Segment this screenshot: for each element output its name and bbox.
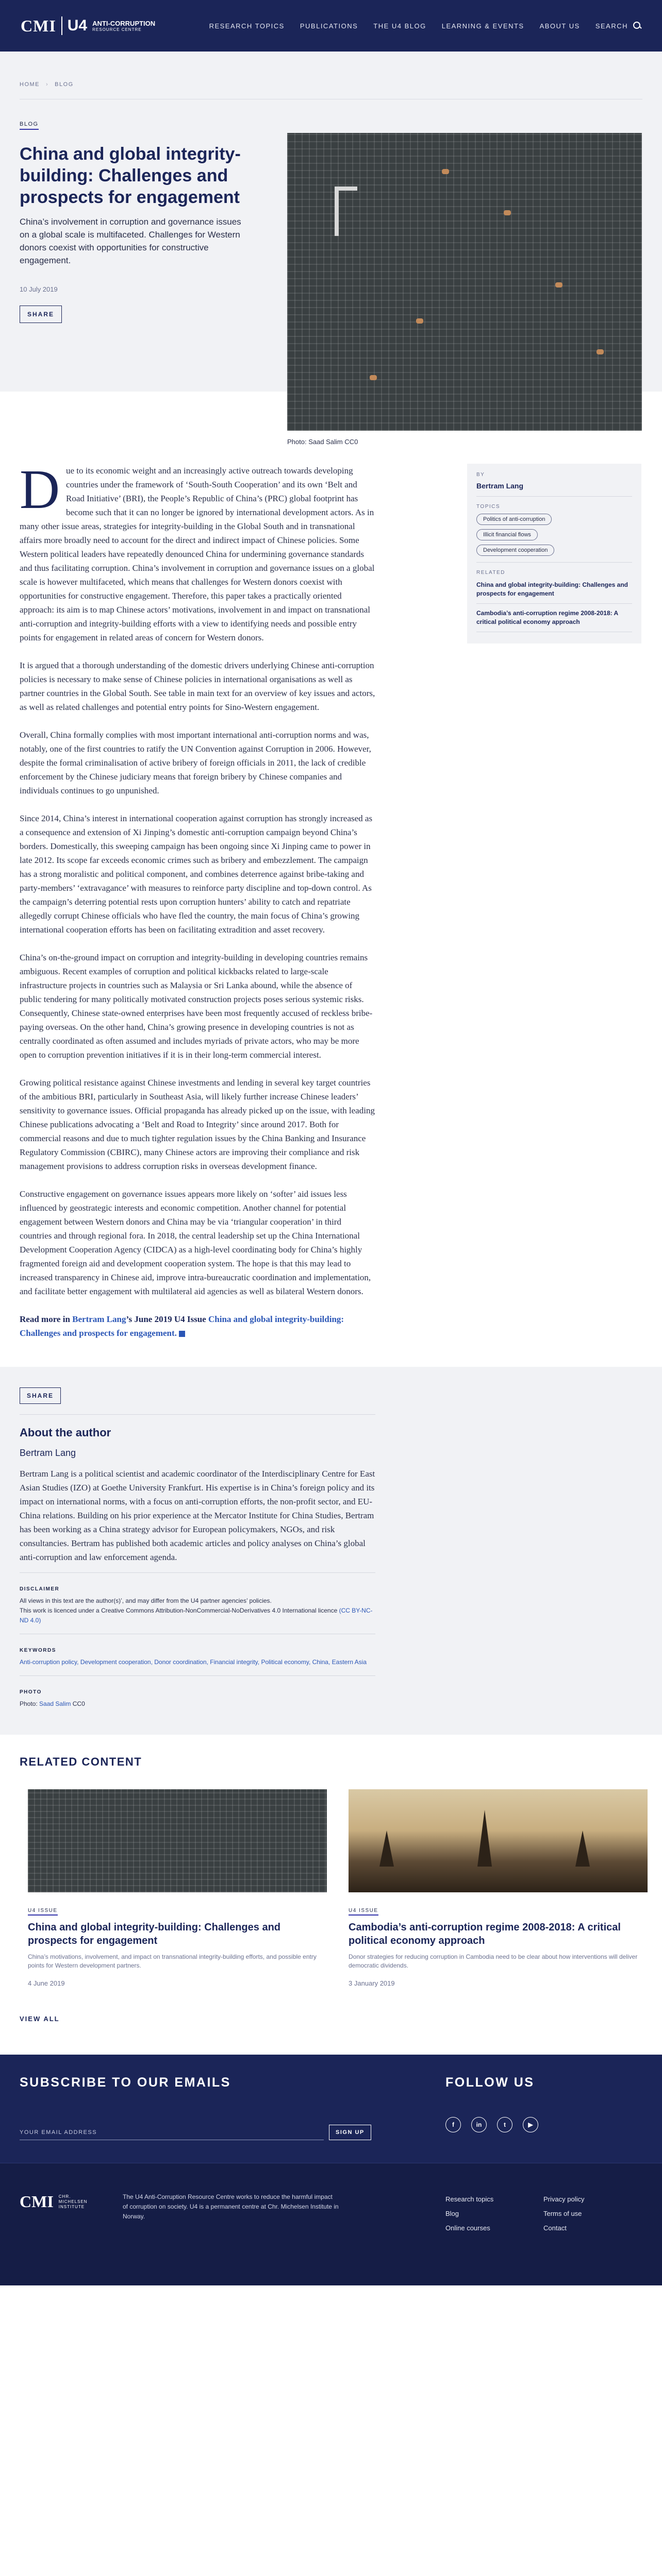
- card-title: Cambodia’s anti-corruption regime 2008-2018: A critical political economy approach: [349, 1922, 621, 1946]
- drop-cap: D: [20, 459, 60, 520]
- section-divider: [20, 1572, 375, 1573]
- footer-links-secondary: [543, 2192, 584, 2235]
- topic-pill[interactable]: Politics of anti-corruption: [476, 514, 552, 525]
- sidebar-divider: [476, 496, 632, 497]
- share-button[interactable]: SHARE: [20, 306, 62, 323]
- related-label: RELATED: [476, 570, 505, 575]
- topic-pill[interactable]: Development cooperation: [476, 545, 554, 556]
- hero-section: [0, 52, 662, 446]
- logo-cmi: CMI: [21, 16, 56, 35]
- footer-link[interactable]: Online courses: [445, 2224, 490, 2232]
- photo-figure: [442, 169, 449, 174]
- twitter-icon[interactable]: t: [497, 2117, 512, 2132]
- card-title: China and global integrity-building: Challenges and prospects for engagement: [28, 1922, 281, 1946]
- institute-line: MICHELSEN: [58, 2199, 88, 2204]
- logo-text: [92, 20, 155, 32]
- topics-label: TOPICS: [476, 504, 501, 510]
- author-bio: Bertram Lang is a political scientist and academic coordinator of the Interdisciplinary Centre for East Asian Studies (IZO) at Goethe University Frankfurt. His expertise is in China’s foreign policy and its impact on international norms, with a focus on anti-corruption efforts, the non-profit sector, and EU-China relations. Building on his prior experience at the Mercator Institute for China Studies, Bertram has been working as a China strategy advisor for European policymakers, NGOs, and risk consultancies. Bertram has published both academic articles and policy analyses on China’s global anti-corruption and law enforcement agenda.: [20, 1469, 375, 1562]
- section-divider: [20, 1414, 375, 1415]
- article-footer-section: [0, 1367, 662, 1735]
- linkedin-icon[interactable]: in: [471, 2117, 487, 2132]
- related-card[interactable]: [20, 1789, 327, 1987]
- related-cards: [20, 1789, 642, 1987]
- hero-photo: [287, 133, 642, 431]
- breadcrumb-separator: ›: [46, 81, 49, 88]
- card-date: 3 January 2019: [349, 1979, 395, 1987]
- site-footer: [0, 2163, 662, 2285]
- card-description: Donor strategies for reducing corruption in Cambodia need to be clear about how interventions will deliver democratic dividends.: [349, 1953, 638, 1969]
- photo-license: CC0: [71, 1700, 85, 1707]
- article-paragraph: Growing political resistance against Chinese investments and lending in several key target countries of the ambitious BRI, particularly in Southeast Asia, will likely further increase Chinese leaders’ sensitivity to governance issues. Official propaganda has already picked up on the issue, with leading Chinese publications advocating a ‘Belt and Road to Integrity’ since around 2017. Both for commercial reasons and due to much tighter regulation issues by the China Banking and Insurance Regulatory Commission (CBIRC), many Chinese actors are improving their compliance and risk management provisions to address corruption risks in overseas development finance.: [20, 1078, 375, 1171]
- photo-label: PHOTO: [20, 1689, 42, 1695]
- share-button[interactable]: SHARE: [20, 1387, 61, 1404]
- search-icon: [633, 22, 641, 30]
- card-image: [28, 1789, 327, 1892]
- view-all-link[interactable]: VIEW ALL: [20, 2015, 60, 2023]
- photo-figure: [504, 210, 511, 215]
- article-paragraph: Overall, China formally complies with most important international anti-corruption norms and was, notably, one of the first countries to ratify the UN Convention against Corruption in 2006. However, despite the formal criminalisation of active bribery of foreign officials in 2011, the lack of credible enforcement by the Chinese judiciary means that foreign bribery by Chinese companies and individuals continues to go unpunished.: [20, 730, 371, 795]
- photo-credit: Photo: Saad Salim CC0: [287, 438, 358, 446]
- read-more-mid: ’s June 2019 U4 Issue: [126, 1314, 208, 1324]
- footer-description: The U4 Anti-Corruption Resource Centre works to reduce the harmful impact of corruption on society. U4 is a permanent centre at Chr. Michelsen Institute in Norway.: [123, 2193, 339, 2220]
- social-links: [445, 2117, 538, 2132]
- card-tag: U4 ISSUE: [349, 1908, 378, 1916]
- logo-u4: U4: [67, 17, 88, 34]
- sidebar-related-link[interactable]: China and global integrity-building: Challenges and prospects for engagement: [476, 581, 632, 604]
- photo-prefix: Photo:: [20, 1700, 40, 1707]
- subscribe-heading: SUBSCRIBE TO OUR EMAILS: [20, 2075, 231, 2090]
- photo-figure: [416, 318, 423, 324]
- paragraph-text: ue to its economic weight and an increasingly active outreach towards developing countries under the framework of ‘South-South Cooperation’ and its own ‘Belt and Road Initiative’ (BRI), the People’s Republic of China’s (PRC) global footprint has become such that it can no longer be ignored by international development actors. As in many other issue areas, strategies for integrity-building in the Global South and in transnational affairs more broadly need to account for the direct and indirect impact of Chinese policies. Some Western political leaders have repeatedly denounced China for undermining governance standards and thus facilitating corruption. China’s involvement in corruption and governance issues on a global scale is however multifaceted, which means that challenges for Western donors coexist with opportunities for constructive engagement. Therefore, this paper takes a practically oriented approach: its aim is to map Chinese actors’ motivations, involvement in and impact on transnational anti-corruption and integrity-building efforts with a view to identifying needs and possible entry points for engagement in related areas of concern for Western donors.: [20, 466, 375, 642]
- footer-logo-text: CMI: [20, 2192, 54, 2211]
- read-more: [20, 1312, 375, 1340]
- disclaimer-text: [20, 1596, 375, 1625]
- nav-learning-events[interactable]: LEARNING & EVENTS: [441, 22, 524, 30]
- topic-pill[interactable]: Illicit financial flows: [476, 529, 538, 540]
- follow-us: [445, 2075, 538, 2132]
- photo-figure: [370, 375, 377, 380]
- keyword-links[interactable]: Anti-corruption policy, Development cooperation, Donor coordination, Financial integrity, Political economy, China, Eastern Asia: [20, 1658, 367, 1666]
- license-line: [20, 1606, 375, 1625]
- search-label: SEARCH: [595, 22, 628, 30]
- article-body: [20, 459, 375, 1340]
- logo-sub: RESOURCE CENTRE: [92, 27, 142, 32]
- nav-research-topics[interactable]: RESEARCH TOPICS: [209, 22, 285, 30]
- image-silhouette: [477, 1810, 492, 1867]
- breadcrumb-home[interactable]: HOME: [20, 81, 40, 88]
- page-lead: China’s involvement in corruption and governance issues on a global scale is multifaceted. Challenges for Western donors coexist with opportunities for constructive engagement.: [20, 217, 241, 265]
- by-label: BY: [476, 472, 485, 478]
- photo-figure: [555, 282, 562, 287]
- article-paragraph: Constructive engagement on governance issues appears more likely on ‘softer’ aid issues less influenced by geostrategic interests and economic competition. Another channel for potential engagement between Western donors and China may be via ‘triangular cooperation’ in third countries and through regional fora. In 2018, the central leadership set up the China International Development Cooperation Agency (CIDCA) as a high-level coordinating body for China’s highly fragmented foreign aid and development cooperation system. The hope is that this may lead to increased transparency in Chinese aid, improve intra-bureaucratic coordination and implementation, and facilitate better engagement with multilateral aid agencies as well as bilateral Western donors.: [20, 1189, 371, 1296]
- page-title: China and global integrity-building: Challenges and prospects for engagement: [20, 144, 241, 207]
- related-card[interactable]: [340, 1789, 648, 1987]
- footer-link[interactable]: Research topics: [445, 2195, 494, 2203]
- article-sidebar: [467, 464, 641, 643]
- subscribe-form: [20, 2125, 371, 2140]
- related-content-section: [0, 1735, 662, 2055]
- photographer-link[interactable]: Saad Salim: [39, 1700, 71, 1707]
- sidebar-author-link[interactable]: Bertram Lang: [476, 482, 524, 490]
- subscribe-section: [0, 2055, 662, 2163]
- footer-link[interactable]: Blog: [445, 2210, 459, 2217]
- author-name: Bertram Lang: [20, 1448, 76, 1458]
- disclaimer-line: All views in this text are the author(s)’, and may differ from the U4 partner agencies’ policies.: [20, 1597, 272, 1604]
- related-content-heading: RELATED CONTENT: [20, 1755, 142, 1768]
- end-mark-icon: [179, 1331, 185, 1337]
- footer-institute-name: [59, 2194, 88, 2210]
- email-field[interactable]: [20, 2125, 324, 2140]
- article-paragraph: [20, 459, 375, 645]
- image-silhouette: [379, 1831, 394, 1867]
- article-paragraph: It is argued that a thorough understanding of the domestic drivers underlying Chinese anti-corruption policies is necessary to make sense of Chinese policies in international organisations as well as partner countries in the Global South. See table in main text for an overview of key issues and actors, as well as related challenges and potential entry points for Sino-Western engagement.: [20, 660, 375, 712]
- nav-about-us[interactable]: ABOUT US: [539, 22, 580, 30]
- article-paragraph: China’s on-the-ground impact on corruption and integrity-building in developing countries remains ambiguous. Recent examples of corruption and political kickbacks related to large-scale infrastructure projects in countries such as Malaysia or Sri Lanka abound, while the absence of public tendering for many politically motivated construction projects poses serious systemic risks. Consequently, Chinese state-owned enterprises have been most frequently accused of reckless bribe-paying overseas. On the other hand, China’s growing presence in developing countries is not as centrally coordinated as often assumed and includes myriads of private actors, who may be more open to corruption prevention initiatives if it is in their long-term commercial interest.: [20, 953, 373, 1060]
- institute-line: INSTITUTE: [58, 2204, 85, 2209]
- read-more-prefix: Read more in: [20, 1314, 73, 1324]
- nav-u4-blog[interactable]: THE U4 BLOG: [373, 22, 426, 30]
- signup-button[interactable]: SIGN UP: [329, 2125, 371, 2140]
- top-navigation-bar: [0, 0, 662, 52]
- card-description: China’s motivations, involvement, and impact on transnational integrity-building efforts, and possible entry points for Western development partners.: [28, 1953, 317, 1969]
- keywords-text: [20, 1657, 375, 1667]
- u4-logo[interactable]: [21, 16, 155, 36]
- footer-links-primary: [445, 2192, 493, 2235]
- cmi-logo[interactable]: [20, 2192, 87, 2211]
- license-text: This work is licenced under a Creative Commons Attribution-NonCommercial-NoDerivatives 4.0 International licence: [20, 1607, 339, 1614]
- article-section: [0, 459, 662, 1340]
- institute-line: CHR.: [58, 2194, 71, 2199]
- youtube-icon[interactable]: ▶: [523, 2117, 538, 2132]
- breadcrumb: [20, 81, 642, 88]
- photo-structure: [335, 187, 357, 236]
- article-paragraph: Since 2014, China’s interest in international cooperation against corruption has strongly increased as a consequence and extension of Xi Jinping’s domestic anti-corruption campaign beyond China’s borders. Domestically, this sweeping campaign has been ongoing since Xi Jinping came to power in late 2012. Its scope far exceeds economic crimes such as bribery and embezzlement. The campaign has a strong moralistic and political component, and combines deterrence against bribe-taking and party-members’ ‘extravagance’ with measures to reinforce party discipline and top-down control. As the campaign’s deterring potential rests upon corruption hunters’ ability to catch and repatriate allegedly corrupt Chinese officials who have fled the country, the main focus of China’s growing international cooperation efforts has been on facilitating extradition and asset recovery.: [20, 814, 373, 935]
- card-date: 4 June 2019: [28, 1979, 65, 1987]
- read-more-author-link[interactable]: Bertram Lang: [72, 1314, 126, 1324]
- photo-figure: [597, 349, 604, 354]
- logo-name: ANTI-CORRUPTION: [92, 20, 156, 27]
- logo-divider: [61, 16, 62, 35]
- sidebar-related-link[interactable]: Cambodia’s anti-corruption regime 2008-2018: A critical political economy approach: [476, 609, 632, 632]
- breadcrumb-blog[interactable]: BLOG: [55, 81, 74, 88]
- content-type-tag[interactable]: BLOG: [20, 121, 39, 130]
- search-button[interactable]: [595, 22, 641, 30]
- nav-publications[interactable]: PUBLICATIONS: [300, 22, 358, 30]
- image-silhouette: [575, 1831, 590, 1867]
- footer-link[interactable]: Terms of use: [543, 2210, 582, 2217]
- card-tag: U4 ISSUE: [28, 1908, 58, 1916]
- disclaimer-label: DISCLAIMER: [20, 1586, 60, 1592]
- follow-heading: FOLLOW US: [445, 2075, 535, 2090]
- main-nav: [209, 22, 641, 30]
- sidebar-divider: [476, 562, 632, 563]
- license-link[interactable]: (CC BY-NC-ND 4.0): [20, 1607, 373, 1624]
- keywords-label: KEYWORDS: [20, 1648, 56, 1653]
- footer-link[interactable]: Contact: [543, 2224, 567, 2232]
- topic-list: [476, 510, 632, 556]
- card-image: [349, 1789, 648, 1892]
- publish-date: 10 July 2019: [20, 285, 58, 293]
- section-divider: [20, 1675, 375, 1676]
- about-author-heading: About the author: [20, 1426, 111, 1439]
- footer-link[interactable]: Privacy policy: [543, 2195, 585, 2203]
- photo-credit-line: [20, 1699, 375, 1709]
- read-more-publication-link[interactable]: China and global integrity-building: Challenges and prospects for engagement.: [20, 1314, 344, 1338]
- facebook-icon[interactable]: f: [445, 2117, 461, 2132]
